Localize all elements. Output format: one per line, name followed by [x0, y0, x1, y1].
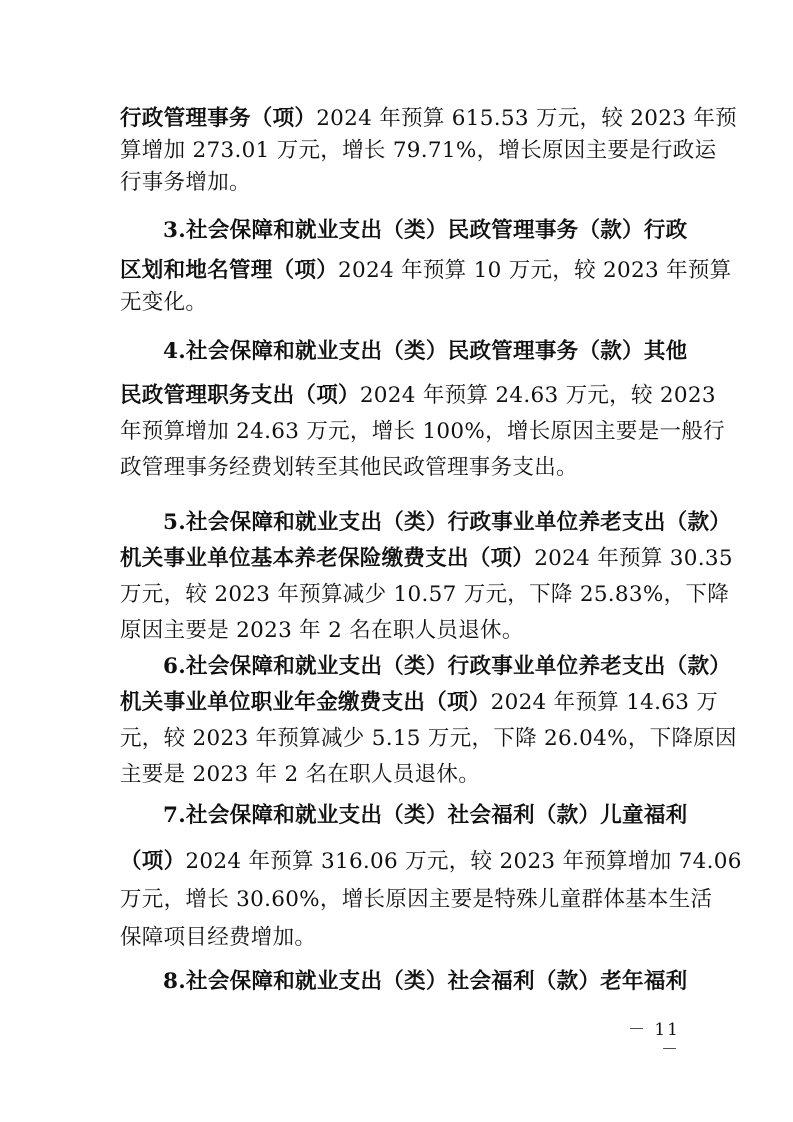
item-heading: 5.社会保障和就业支出（类）行政事业单位养老支出（款）: [163, 510, 732, 535]
item-text: 政管理事务经费划转至其他民政管理事务支出。: [120, 455, 578, 480]
text-line: [120, 922, 676, 954]
paragraph-item-5: [120, 507, 733, 647]
item-text: 主要是 2023 年 2 名在职人员退休。: [120, 762, 481, 787]
page-number: － 11 －: [627, 1020, 680, 1060]
item-text: 2024 年预算 24.63 万元，较 2023: [359, 383, 716, 408]
text-line: [120, 543, 733, 575]
item-text: 保障项目经费增加。: [120, 925, 317, 950]
text-line: [120, 615, 676, 647]
text-line: [120, 287, 676, 319]
text-line: [120, 651, 732, 683]
item-text: 2024 年预算 14.63 万: [490, 690, 719, 715]
text-line: [120, 135, 717, 167]
paragraph-item-8: [120, 966, 688, 998]
item-heading: 民政管理职务支出（项）: [120, 383, 360, 408]
item-heading: （项）: [120, 849, 186, 874]
item-text: 原因主要是 2023 年 2 名在职人员退休。: [120, 618, 524, 643]
paragraph-item-7: [120, 800, 742, 954]
item-heading: 区划和地名管理（项）: [120, 258, 339, 283]
item-text: 万元，增长 30.60%，增长原因主要是特殊儿童群体基本生活: [120, 887, 713, 912]
paragraph-administrative-affairs: [120, 103, 737, 199]
text-line: [120, 452, 676, 484]
text-line: [120, 579, 730, 611]
paragraph-item-4: [120, 336, 725, 484]
item-text: 无变化。: [120, 290, 208, 315]
text-line: [120, 800, 688, 832]
item-heading: 机关事业单位基本养老保险缴费支出（项）: [120, 546, 535, 571]
item-text: 年预算增加 24.63 万元，增长 100%，增长原因主要是一般行: [120, 419, 725, 444]
text-line: [120, 884, 713, 916]
item-heading: 4.社会保障和就业支出（类）民政管理事务（款）其他: [163, 339, 688, 364]
item-text: 算增加 273.01 万元，增长 79.71%，增长原因主要是行政运: [120, 138, 717, 163]
item-text: 2024 年预算 316.06 万元，较 2023 年预算增加 74.06: [185, 849, 742, 874]
paragraph-item-3: [120, 215, 732, 319]
text-line: [120, 723, 737, 755]
item-heading: 7.社会保障和就业支出（类）社会福利（款）儿童福利: [163, 803, 688, 828]
text-line: [120, 846, 742, 878]
item-text: 2024 年预算 30.35: [534, 546, 733, 571]
text-line: [120, 380, 716, 412]
item-heading: 8.社会保障和就业支出（类）社会福利（款）老年福利: [163, 969, 688, 994]
text-line: [120, 507, 732, 539]
item-heading: 6.社会保障和就业支出（类）行政事业单位养老支出（款）: [163, 654, 732, 679]
item-text: 行事务增加。: [120, 170, 251, 195]
item-text: 2024 年预算 10 万元，较 2023 年预算: [338, 258, 732, 283]
item-heading: 行政管理事务（项）: [120, 106, 317, 131]
text-line: [120, 966, 688, 998]
item-text: 2024 年预算 615.53 万元，较 2023 年预: [316, 106, 737, 131]
text-line: [120, 416, 725, 448]
text-line: [120, 336, 688, 368]
text-line: [120, 687, 719, 719]
item-heading: 3.社会保障和就业支出（类）民政管理事务（款）行政: [163, 218, 688, 243]
text-line: [120, 167, 676, 199]
item-text: 万元，较 2023 年预算减少 10.57 万元，下降 25.83%，下降: [120, 582, 730, 607]
paragraph-item-6: [120, 651, 737, 791]
text-line: [120, 255, 732, 287]
item-text: 元，较 2023 年预算减少 5.15 万元，下降 26.04%，下降原因: [120, 726, 737, 751]
text-line: [120, 215, 688, 247]
text-line: [120, 759, 676, 791]
item-heading: 机关事业单位职业年金缴费支出（项）: [120, 690, 491, 715]
text-line: [120, 103, 737, 135]
